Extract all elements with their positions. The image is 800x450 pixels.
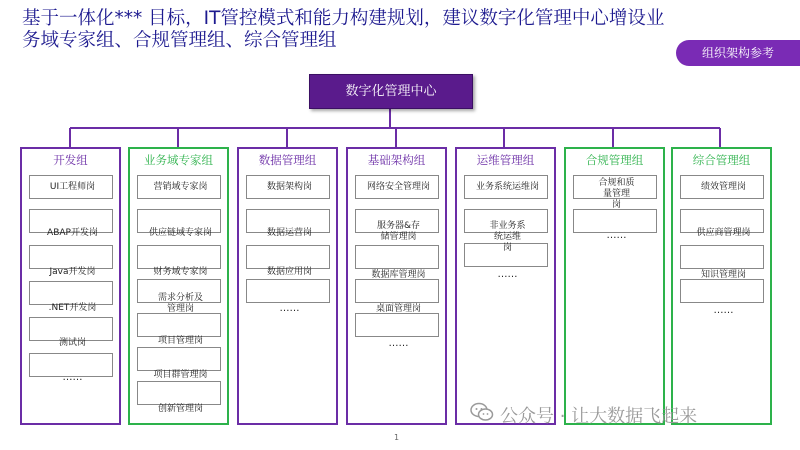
position-label: 供应链域专家岗 [148, 228, 212, 238]
group-infrastructure [346, 147, 447, 425]
position-label: 绩效管理岗 [700, 182, 746, 192]
group-header: 业务域专家组 [144, 153, 213, 167]
position-label: 服务器&存 储管理岗 [376, 221, 421, 242]
position-label: 项目管理岗 [157, 336, 203, 346]
page-title: 基于一体化*** 目标，IT管控模式和能力构建规划，建议数字化管理中心增设业务域专家组、合规管理组、综合管理组 [22, 8, 665, 51]
position-box [246, 279, 330, 303]
position-label: 合规和质 量管理 岗 [598, 178, 635, 210]
group-header: 基础架构组 [367, 153, 426, 167]
org-reference-tag: 组织架构参考 [676, 40, 800, 66]
more-ellipsis: …… [279, 303, 300, 314]
more-ellipsis: …… [497, 269, 518, 280]
more-ellipsis: …… [388, 338, 409, 349]
group-business-experts [128, 147, 229, 425]
position-box [680, 245, 764, 269]
group-header: 综合管理组 [692, 153, 751, 167]
group-data-management [237, 147, 338, 425]
group-header: 合规管理组 [585, 153, 644, 167]
group-compliance [564, 147, 665, 425]
position-label: 业务系统运维岗 [475, 182, 539, 192]
position-label: 需求分析及 管理岗 [157, 293, 203, 314]
position-box [137, 381, 221, 405]
position-label: 供应商管理岗 [696, 228, 751, 238]
position-label: 数据运营岗 [266, 228, 312, 238]
position-label: 数据架构岗 [266, 182, 312, 192]
position-label: 项目群管理岗 [153, 370, 208, 380]
position-box [680, 279, 764, 303]
group-development [20, 147, 121, 425]
position-box [29, 245, 113, 269]
more-ellipsis: …… [713, 305, 734, 316]
group-header: 数据管理组 [258, 153, 317, 167]
more-ellipsis: …… [62, 372, 83, 383]
position-box [355, 313, 439, 337]
position-label: 非业务系 统运维 岗 [489, 221, 526, 253]
position-label: 网络安全管理岗 [366, 182, 430, 192]
position-label: 营销域专家岗 [153, 182, 208, 192]
position-box [137, 245, 221, 269]
position-box [355, 279, 439, 303]
position-label: 测试岗 [58, 338, 86, 348]
position-label: .NET开发岗 [48, 303, 97, 313]
group-header: 开发组 [53, 153, 88, 167]
position-label: 数据应用岗 [266, 267, 312, 277]
position-label: 财务域专家岗 [153, 267, 208, 277]
group-header: 运维管理组 [476, 153, 535, 167]
more-ellipsis: …… [606, 230, 627, 241]
position-box [29, 281, 113, 305]
position-box [137, 313, 221, 337]
group-operations [455, 147, 556, 425]
position-label: 数据库管理岗 [371, 270, 426, 280]
wechat-icon [470, 401, 494, 423]
position-label: Java开发岗 [49, 267, 96, 277]
position-label: ABAP开发岗 [47, 228, 98, 238]
position-label: UI工程师岗 [49, 182, 96, 192]
group-general-management [671, 147, 772, 425]
position-box [246, 245, 330, 269]
position-label: 知识管理岗 [700, 270, 746, 280]
page-number: 1 [394, 433, 400, 442]
position-label: 创新管理岗 [157, 404, 203, 414]
watermark-text: 公众号 · 让大数据飞起来 [500, 406, 698, 427]
position-box [355, 245, 439, 269]
position-label: 桌面管理岗 [375, 304, 421, 314]
position-box [137, 347, 221, 371]
root-node-digital-center: 数字化管理中心 [309, 74, 473, 109]
